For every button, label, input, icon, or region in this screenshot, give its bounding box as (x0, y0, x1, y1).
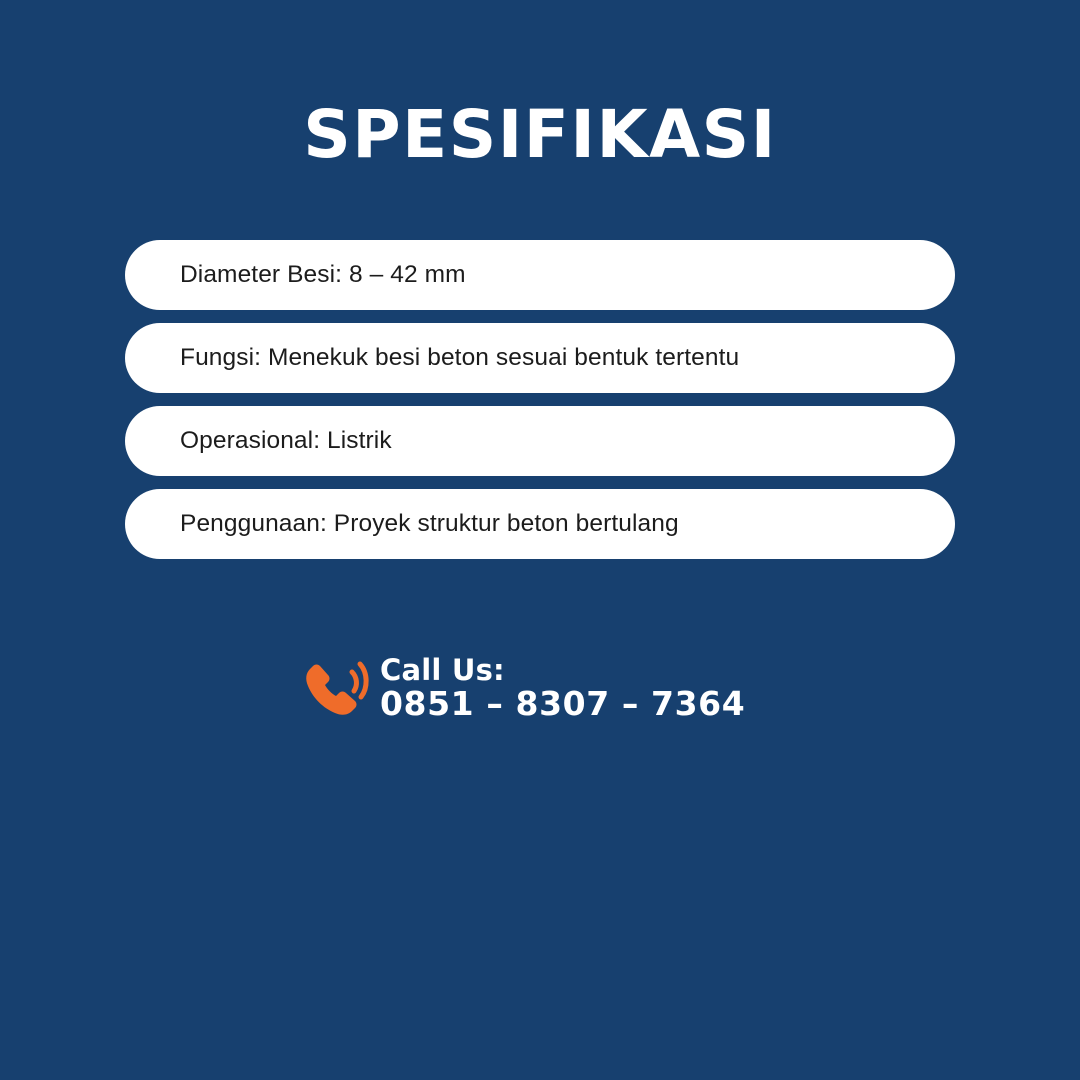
page-title: SPESIFIKASI (303, 96, 777, 173)
list-item (125, 240, 955, 310)
list-item (125, 489, 955, 559)
phone-ringing-icon (296, 650, 372, 726)
list-item (125, 323, 955, 393)
call-us-block[interactable] (296, 650, 745, 726)
list-item (125, 406, 955, 476)
spec-text: Penggunaan: Proyek struktur beton bertulang (180, 510, 679, 537)
spec-text: Diameter Besi: 8 – 42 mm (180, 261, 466, 288)
phone-number[interactable]: 0851 – 8307 – 7364 (380, 684, 746, 724)
specification-list (125, 240, 955, 572)
call-us-label: Call Us: (380, 652, 505, 687)
spec-text: Operasional: Listrik (180, 427, 392, 454)
spec-text: Fungsi: Menekuk besi beton sesuai bentuk tertentu (180, 344, 740, 371)
call-us-texts (380, 652, 746, 724)
